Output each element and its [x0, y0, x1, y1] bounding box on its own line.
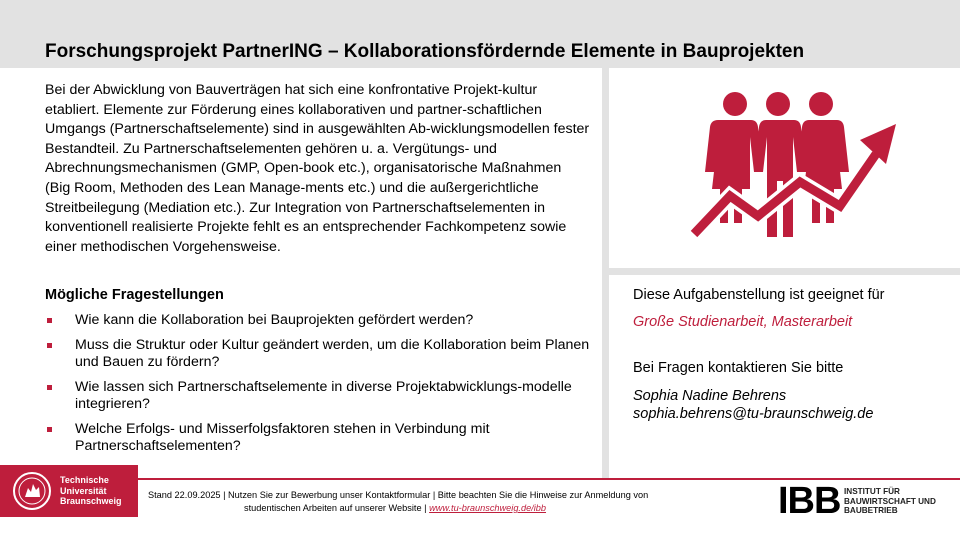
ibb-subtitle-line: INSTITUT FÜR [844, 487, 900, 496]
list-item [45, 337, 590, 372]
list-item [45, 312, 590, 330]
suitable-value: Große Studienarbeit, Masterarbeit [633, 314, 853, 330]
questions-list [45, 312, 590, 463]
ibb-subtitle-line: BAUWIRTSCHAFT UND [844, 496, 936, 506]
footer-line-1: Stand 22.09.2025 | Nutzen Sie zur Bewerbung unser Kontaktformular | Bitte beachten Sie die Hinweise zur Anmeldung von [148, 490, 649, 500]
tu-logo-line: Universität [60, 485, 107, 496]
question-text: Welche Erfolgs- und Misserfolgsfaktoren stehen in Verbindung mit Partnerschaftselementen? [75, 420, 490, 454]
ibb-subtitle-line: BAUBETRIEB [844, 506, 898, 516]
footer-text [148, 489, 758, 515]
footer-line-2-text: studentischen Arbeiten auf unserer Website | [244, 503, 430, 513]
header-bar [0, 0, 960, 68]
tu-braunschweig-logo [0, 465, 138, 517]
list-item [45, 379, 590, 414]
square-bullet-icon [47, 343, 52, 348]
page-title: Forschungsprojekt PartnerING – Kollaborationsfördernde Elemente in Bauprojekten [45, 41, 805, 62]
ibb-letters: IBB [778, 480, 841, 522]
contact-label: Bei Fragen kontaktieren Sie bitte [633, 360, 844, 376]
tu-logo-line: Braunschweig [60, 496, 122, 506]
contact-email[interactable]: sophia.behrens@tu-braunschweig.de [633, 406, 874, 422]
tu-logo-text [60, 475, 122, 507]
questions-heading: Mögliche Fragestellungen [45, 287, 224, 303]
tu-logo-line: Technische [60, 475, 109, 485]
square-bullet-icon [47, 427, 52, 432]
square-bullet-icon [47, 318, 52, 323]
contact-name: Sophia Nadine Behrens [633, 388, 787, 404]
footer-line-2 [148, 502, 758, 515]
question-text: Wie kann die Kollaboration bei Bauprojekten gefördert werden? [75, 312, 474, 328]
list-item [45, 421, 590, 456]
website-link[interactable]: www.tu-braunschweig.de/ibb [429, 503, 547, 513]
tu-seal-icon [12, 471, 52, 511]
vertical-divider [602, 68, 609, 478]
question-text: Wie lassen sich Partnerschaftselemente in diverse Projektabwicklungs-modelle integrieren? [75, 378, 572, 412]
ibb-subtitle [844, 487, 936, 516]
team-growth-arrow-icon [690, 84, 900, 254]
suitable-label: Diese Aufgabenstellung ist geeignet für [633, 287, 885, 303]
intro-paragraph: Bei der Abwicklung von Bauverträgen hat sich eine konfrontative Projekt-kultur etabliert. Elemente zur Förderung eines kollaborativen und partner-schaftlichen Umgangs (Partnerschaftselemente) sind in ausgewählten Ab-wicklungsmodellen fester Bestandteil. Zu Partnerschaftselementen gehören u. a. Vergütungs- und Abrechnungsmechanismen (GMP, Open-book etc.), organisatorische Maßnahmen (Big Room, Methoden des Lean Manage-ments etc.) und die außergerichtliche Streitbeilegung (Mediation etc.). Zur Integration von Partnerschaftselementen in konventionell realisierte Projekte fehlt es an entsprechender Fachkompetenz sowie einer methodischen Vorgehensweise. [45, 82, 590, 255]
horizontal-divider [609, 268, 960, 275]
ibb-logo [778, 480, 948, 522]
question-text: Muss die Struktur oder Kultur geändert werden, um die Kollaboration beim Planen und Bauen zu fördern? [75, 336, 590, 370]
square-bullet-icon [47, 385, 52, 390]
